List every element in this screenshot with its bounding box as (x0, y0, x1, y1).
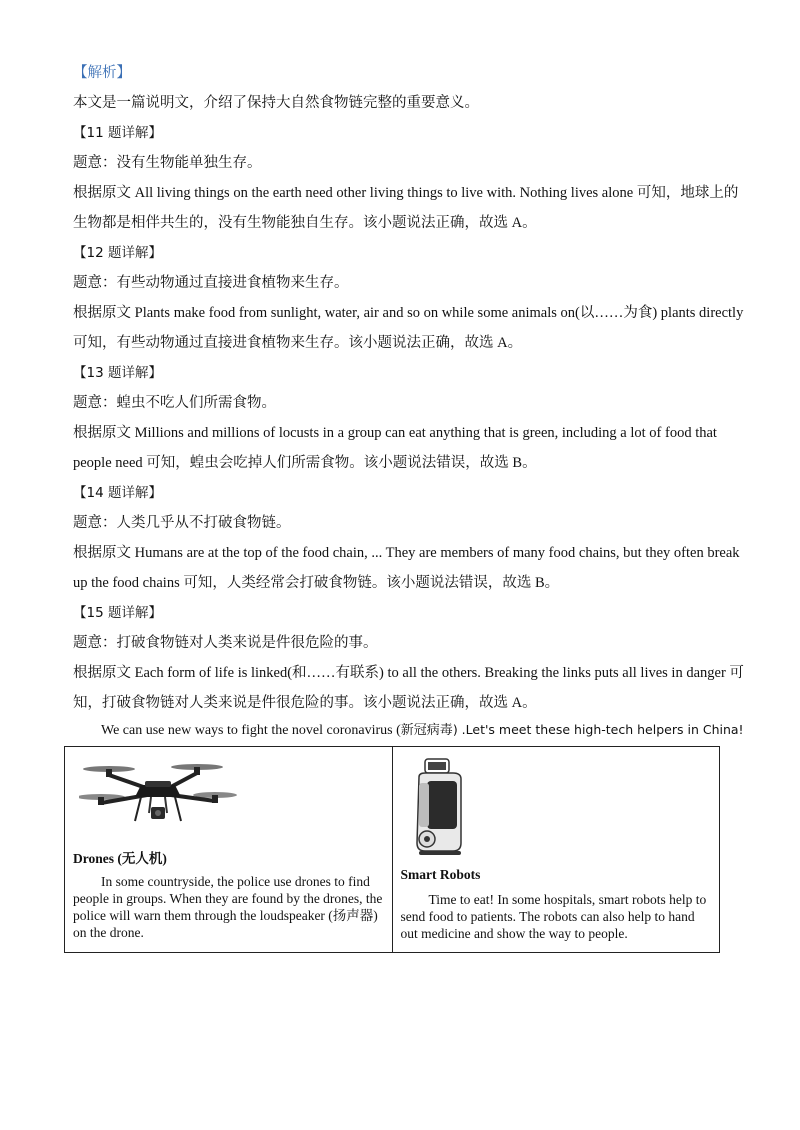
drones-title: Drones (无人机) (73, 851, 167, 866)
intro-chinese: 新冠病毒 (400, 723, 453, 738)
question-meaning: 题意：蝗虫不吃人们所需食物。 (73, 395, 276, 411)
question-meaning: 题意：人类几乎从不打破食物链。 (73, 515, 291, 531)
drone-image (79, 761, 239, 836)
question-11 (73, 118, 739, 238)
robots-title: Smart Robots (400, 867, 481, 882)
question-heading: 【13 题详解】 (73, 365, 162, 381)
helpers-table (64, 746, 720, 953)
question-15 (73, 598, 744, 718)
question-basis-line: 知，打破食物链对人类来说是件很危险的事。该小题说法正确，故选 A。 (73, 695, 537, 711)
analysis-section (73, 58, 744, 718)
analysis-summary: 本文是一篇说明文，介绍了保持大自然食物链完整的重要意义。 (73, 95, 479, 111)
robots-card (392, 747, 720, 953)
question-basis-line: 生物都是相伴共生的，没有生物能独自生存。该小题说法正确，故选 A。 (73, 215, 537, 231)
robot-image (413, 757, 469, 857)
question-heading: 【14 题详解】 (73, 485, 162, 501)
question-basis-line: 根据原文 Humans are at the top of the food chain, ... They are members of many food chains, but they often break (73, 545, 740, 561)
question-heading: 【12 题详解】 (73, 245, 162, 261)
question-meaning: 题意：打破食物链对人类来说是件很危险的事。 (73, 635, 378, 651)
question-meaning: 题意：没有生物能单独生存。 (73, 155, 262, 171)
question-14 (73, 478, 740, 598)
question-meaning: 题意：有些动物通过直接进食植物来生存。 (73, 275, 349, 291)
question-12 (73, 238, 744, 358)
robots-body: Time to eat! In some hospitals, smart robots help to send food to patients. The robots can also help to hand out medicine and show the way to people. (400, 892, 707, 941)
question-13 (73, 358, 733, 478)
question-heading: 【15 题详解】 (73, 605, 162, 621)
question-heading: 【11 题详解】 (73, 125, 162, 141)
question-basis-line: people need 可知，蝗虫会吃掉人们所需食物。该小题说法错误，故选 B。 (73, 455, 537, 471)
drones-card (65, 747, 393, 953)
analysis-tag: 【解析】 (73, 65, 131, 81)
question-basis-line: 根据原文 Millions and millions of locusts in a group can eat anything that is green, including a lot of food that (73, 425, 717, 441)
passage-intro (101, 716, 744, 745)
question-basis-line: 根据原文 Each form of life is linked(和……有联系) to all the others. Breaking the links puts all lives in danger 可 (73, 665, 744, 681)
intro-text: We can use new ways to fight the novel coronavirus ( (101, 723, 401, 738)
question-basis-line: up the food chains 可知，人类经常会打破食物链。该小题说法错误，故选 B。 (73, 575, 560, 591)
intro-text-end: ) .Let's meet these high-tech helpers in China! (452, 722, 744, 737)
question-basis-line: 可知，有些动物通过直接进食植物来生存。该小题说法正确，故选 A。 (73, 335, 523, 351)
question-basis-line: 根据原文 Plants make food from sunlight, water, air and so on while some animals on(以……为食) plants directly (73, 305, 744, 321)
drones-body: In some countryside, the police use drones to find people in groups. When they are found by the drones, the police will warn them through the loudspeaker (扬声器) on the drone. (73, 874, 383, 940)
question-basis-line: 根据原文 All living things on the earth need other living things to live with. Nothing lives alone 可知，地球上的 (73, 185, 739, 201)
